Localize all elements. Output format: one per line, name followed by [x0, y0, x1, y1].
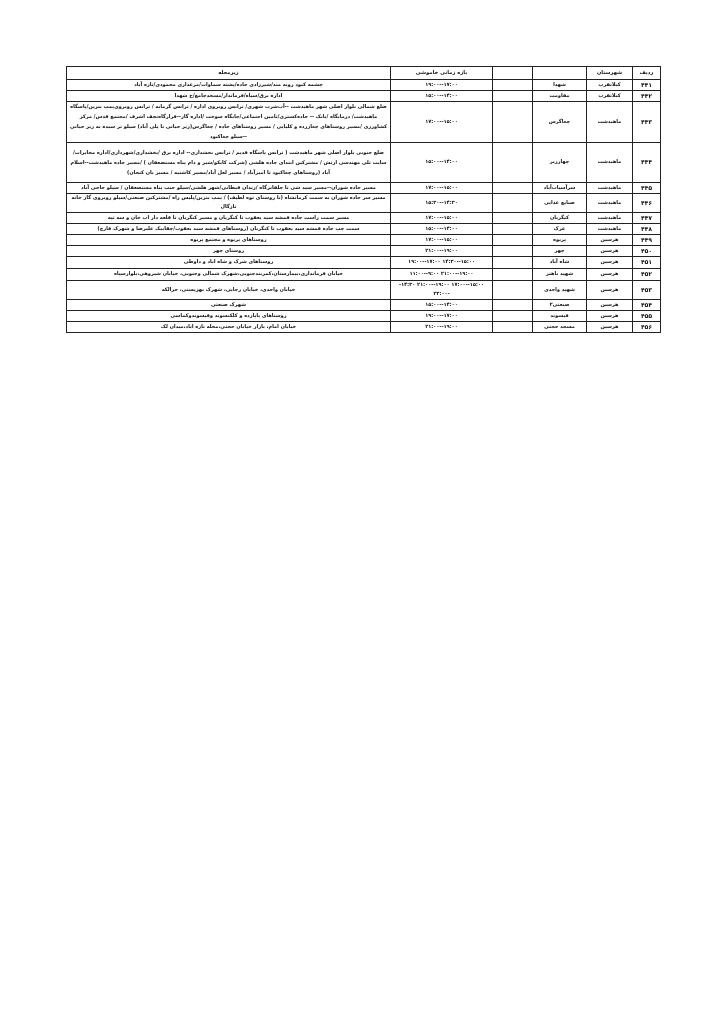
- outage-time-cell: ۱۹:۰۰--۲۱:۰۰: [391, 322, 493, 333]
- county-cell: هرسین: [587, 300, 633, 311]
- outage-time-cell: ۱۹:۰۰--۲۱:۰۰: [391, 246, 493, 257]
- county-cell: کبلانقرب: [587, 91, 633, 102]
- outage-schedule-table: [66, 66, 661, 333]
- table-row: [67, 311, 661, 322]
- header-county: شهرستان: [587, 67, 633, 80]
- row-number-cell: ۴۴۳: [633, 102, 661, 143]
- row-number-cell: ۴۴۸: [633, 224, 661, 235]
- outage-time-cell: ۱۷:۰۰--۱۹:۰۰: [391, 80, 493, 91]
- area-cell: شهید واحدی: [533, 281, 587, 300]
- outage-time-cell: ۱۷:۰۰--۱۹:۰۰: [391, 311, 493, 322]
- header-row-number: ردیف: [633, 67, 661, 80]
- table-row: [67, 224, 661, 235]
- area-cell: کنگربان: [533, 213, 587, 224]
- table-row: [67, 194, 661, 213]
- county-cell: هرسین: [587, 257, 633, 269]
- empty-cell: [493, 246, 533, 257]
- row-number-cell: ۴۵۱: [633, 257, 661, 269]
- outage-time-cell: ۱۵:۰۰--۱۴:۳۰ ۱۷:۰۰--۱۹:۰۰: [391, 257, 493, 269]
- sub-neighborhood-cell: روستاهای پاپازده و کلکنسوند وقیسوندوکماسی: [67, 311, 391, 322]
- outage-time-cell: ۱۵:۰۰--۱۷:۰۰: [391, 102, 493, 143]
- county-cell: ماهیدشت: [587, 213, 633, 224]
- county-cell: ماهیدشت: [587, 143, 633, 183]
- outage-time-cell: ۱۵:۰۰--۱۷:۰۰: [391, 235, 493, 246]
- sub-neighborhood-cell: شهرک صنعتی: [67, 300, 391, 311]
- empty-cell: [493, 311, 533, 322]
- area-cell: پریوه: [533, 235, 587, 246]
- empty-cell: [493, 235, 533, 246]
- empty-cell: [493, 80, 533, 91]
- table-row: [67, 143, 661, 183]
- outage-time-cell: ۱۴:۰۰--۱۵:۰۰: [391, 91, 493, 102]
- row-number-cell: ۴۵۰: [633, 246, 661, 257]
- row-number-cell: ۴۵۶: [633, 322, 661, 333]
- row-number-cell: ۴۵۴: [633, 300, 661, 311]
- table-row: [67, 246, 661, 257]
- row-number-cell: ۴۴۹: [633, 235, 661, 246]
- table-row: [67, 102, 661, 143]
- area-cell: صنایع غذایی: [533, 194, 587, 213]
- area-cell: شهدا: [533, 80, 587, 91]
- outage-time-cell: ۱۴:۰۰--۱۵:۰۰: [391, 224, 493, 235]
- county-cell: هرسین: [587, 269, 633, 281]
- county-cell: ماهیدشت: [587, 194, 633, 213]
- sub-neighborhood-cell: چشمه کبود رونه مند/شیرزادی جاده/پشته سماوات/مرغداری محمودی/تازه آباد: [67, 80, 391, 91]
- table-row: [67, 91, 661, 102]
- sub-neighborhood-cell: روستاهای پریوه و مجتمع پریوه: [67, 235, 391, 246]
- header-area: [533, 67, 587, 80]
- outage-time-cell: ۱۵:۰۰--۱۷:۰۰: [391, 213, 493, 224]
- table-row: [67, 281, 661, 300]
- header-outage-time: بازه زمانی خاموشی: [391, 67, 493, 80]
- header-empty: [493, 67, 533, 80]
- area-cell: شهید باهنر: [533, 269, 587, 281]
- table-row: [67, 257, 661, 269]
- header-sub-neighborhood: زیرمحله: [67, 67, 391, 80]
- sub-neighborhood-cell: خیابان قرمانداری،بیمارستان،کمربندجنوبی،شهرک شمالی وجنوبی، خیابان شیروهی،بلوارسپاه: [67, 269, 391, 281]
- empty-cell: [493, 194, 533, 213]
- table-body: [67, 80, 661, 333]
- outage-time-cell: ۱۴:۳۰--۱۵:۳۰: [391, 194, 493, 213]
- empty-cell: [493, 281, 533, 300]
- sub-neighborhood-cell: اداره برق/سپاه/فرماندار/مسجدجامع/خ شهدا: [67, 91, 391, 102]
- sub-neighborhood-cell: روستاهای شرک و شاه اباد و داوطی: [67, 257, 391, 269]
- outage-time-cell: ۱۵:۰۰--۱۷:۰۰ ۱۹:۰۰--۲۱:۰۰ ۱۴:۳۰--۲۳:۰۰: [391, 281, 493, 300]
- county-cell: ماهیدشت: [587, 183, 633, 194]
- sub-neighborhood-cell: ضلع جنوبی بلوار اصلی شهر ماهیدشت ( ترانس پاسگاه قدیم / ترانس بخشداری-- اداره برق /بخشداری/شهرداری/اداره مخابرات/سایت تلی مهندسی ارتش / مشترکین ابتدای جاده هلشی (شرکت کابکو/شیر و دام پناه مستضعفان ) /مسیر جاده ماهیدشت--اسلام آباد (روستاهای چغاکبود تا امیرآباد / مسیر لعل آباد/مسیر کاشتیه / مسیر بان کنجان): [67, 143, 391, 183]
- area-cell: چغاگرس: [533, 102, 587, 143]
- outage-time-cell: ۱۵:۰۰--۱۷:۰۰: [391, 183, 493, 194]
- county-cell: هرسین: [587, 281, 633, 300]
- sub-neighborhood-cell: ضلع شمالی بلوار اصلی شهر ماهیدشت --آب‌شرب شهری/ ترانس رو‌بروی اداره / ترانس گرمابه / ترانس روبروی‌پمپ بنزین/پاسگاه ماهیدشت/ درمانگاه /بانک -- جاده‌کستری/تامین اجتماعی/جایگاه سوخت /اداره گاز--قرارگاه‌نجف اشرف /مجتمع قدس/ مرکز کشاورزی /مسیر روستاهای چغازرده و کلیایی / مسیر روستاهای جاده / چغاگرس(زیر حیاتی تا پلی آباد) سیلو تر سیده به زیر حیاتی --سیلو چغاکبود: [67, 102, 391, 143]
- sub-neighborhood-cell: مسیر جاده شوران--مسیر سید شی تا جلفانزگاه /زندان قیطانی/شهر هلشی/سیلو جنب پناه مستضعفان / سیلو حاجی آباد: [67, 183, 391, 194]
- table-row: [67, 213, 661, 224]
- area-cell: چهر: [533, 246, 587, 257]
- county-cell: کبلانقرب: [587, 80, 633, 91]
- area-cell: عرک: [533, 224, 587, 235]
- empty-cell: [493, 143, 533, 183]
- empty-cell: [493, 213, 533, 224]
- row-number-cell: ۴۵۵: [633, 311, 661, 322]
- empty-cell: [493, 183, 533, 194]
- sub-neighborhood-cell: خیابان واحدی، خیابان رجایی، شهرک بهزیستی، جرالکه: [67, 281, 391, 300]
- table-header-row: [67, 67, 661, 80]
- empty-cell: [493, 91, 533, 102]
- row-number-cell: ۴۵۲: [633, 269, 661, 281]
- county-cell: هرسین: [587, 246, 633, 257]
- table-row: [67, 183, 661, 194]
- county-cell: ماهیدشت: [587, 224, 633, 235]
- row-number-cell: ۴۴۱: [633, 80, 661, 91]
- empty-cell: [493, 102, 533, 143]
- area-cell: فیسوند: [533, 311, 587, 322]
- empty-cell: [493, 322, 533, 333]
- area-cell: مسجد حجتی: [533, 322, 587, 333]
- table-row: [67, 235, 661, 246]
- sub-neighborhood-cell: سمت چپ جاده قمشه سید یعقوب تا کنگربان (روستاهای قمشه سید یعقوب/چقابیک علیرضا و شهرک فارچ): [67, 224, 391, 235]
- area-cell: شاه آباد: [533, 257, 587, 269]
- row-number-cell: ۴۴۵: [633, 183, 661, 194]
- table-row: [67, 269, 661, 281]
- county-cell: هرسین: [587, 322, 633, 333]
- area-cell: صنعتی۲: [533, 300, 587, 311]
- outage-time-cell: ۱۹:۰۰--۲۱:۰۰ ۹:۰۰--۱۱:۰۰: [391, 269, 493, 281]
- county-cell: هرسین: [587, 311, 633, 322]
- area-cell: مقاومت: [533, 91, 587, 102]
- county-cell: ماهیدشت: [587, 102, 633, 143]
- table-row: [67, 322, 661, 333]
- sub-neighborhood-cell: خیابان امام، بازار خیابان حجتی،محله تازه اباد،میدان لک: [67, 322, 391, 333]
- empty-cell: [493, 224, 533, 235]
- sub-neighborhood-cell: مسیر سر جاده شوران به سمت کرمانشاه (تا روستای توه لطیف) / پمپ بنزین/پلیس راه /مشترکین صنعتی/سیلو روبروی گاز خانه تازگال: [67, 194, 391, 213]
- area-cell: سرآسیاب‌آباد: [533, 183, 587, 194]
- row-number-cell: ۴۴۶: [633, 194, 661, 213]
- table-row: [67, 80, 661, 91]
- empty-cell: [493, 269, 533, 281]
- outage-time-cell: ۱۴:۰۰--۱۵:۰۰: [391, 143, 493, 183]
- table-row: [67, 300, 661, 311]
- row-number-cell: ۴۴۲: [633, 91, 661, 102]
- row-number-cell: ۴۴۴: [633, 143, 661, 183]
- sub-neighborhood-cell: مسیر سمت راست جاده قمشه سید یعقوب تا کنگربان و مسیر کنگربان تا قلعه دار اب خان و سه تپه: [67, 213, 391, 224]
- empty-cell: [493, 257, 533, 269]
- row-number-cell: ۴۵۳: [633, 281, 661, 300]
- sub-neighborhood-cell: روستای چهر: [67, 246, 391, 257]
- row-number-cell: ۴۴۷: [633, 213, 661, 224]
- county-cell: هرسین: [587, 235, 633, 246]
- empty-cell: [493, 300, 533, 311]
- area-cell: چهارزبر: [533, 143, 587, 183]
- outage-time-cell: ۱۴:۰۰--۱۵:۰۰: [391, 300, 493, 311]
